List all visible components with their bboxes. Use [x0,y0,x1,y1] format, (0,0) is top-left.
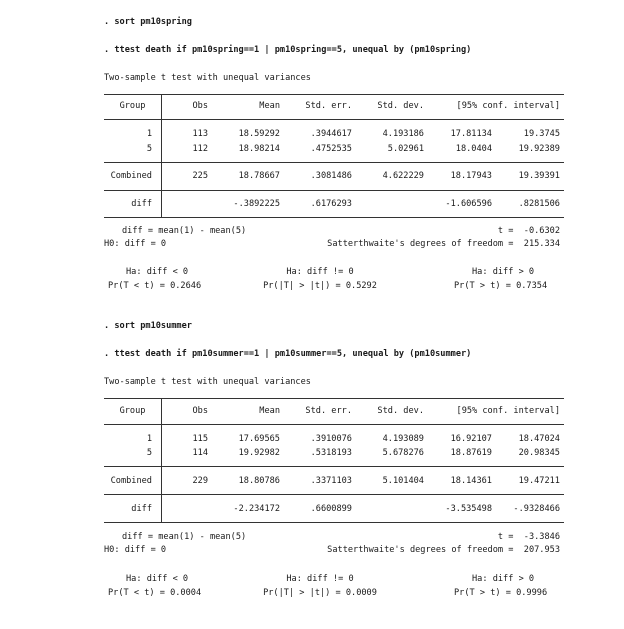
table-group-rule [104,162,564,163]
row-ci-high: 19.47211 [518,476,560,486]
row-std-dev: 5.678276 [382,448,424,458]
row-mean: 18.59292 [238,129,280,139]
row-ci-high: 19.92389 [518,144,560,154]
table-column-divider [161,398,162,523]
header-conf-interval: [95% conf. interval] [456,101,560,111]
row-ci-high: 19.39391 [518,171,560,181]
row-mean: -2.234172 [233,504,280,514]
alt-hypothesis-less: Ha: diff < 0 [126,267,189,277]
p-value-greater: Pr(T > t) = 0.9996 [454,588,548,598]
row-group: Combined [110,476,152,486]
p-value-less: Pr(T < t) = 0.2646 [108,281,202,291]
row-ci-high: 19.3745 [523,129,560,139]
row-obs: 225 [192,171,208,181]
row-group: diff [131,504,152,514]
row-ci-low: 17.81134 [450,129,492,139]
row-std-err: .6176293 [310,199,352,209]
row-mean: 18.78667 [238,171,280,181]
table-header-rule [104,424,564,425]
table-bottom-rule [104,522,564,523]
row-std-err: .3910076 [310,434,352,444]
p-value-two-sided: Pr(|T| > |t|) = 0.0009 [263,588,377,598]
row-ci-high: 18.47024 [518,434,560,444]
alt-hypothesis-less: Ha: diff < 0 [126,574,189,584]
row-std-dev: 5.02961 [387,144,424,154]
sort-command: . sort pm10summer [104,321,192,331]
row-ci-low: -3.535498 [445,504,492,514]
row-ci-low: 16.92107 [450,434,492,444]
row-std-err: .4752535 [310,144,352,154]
header-obs: Obs [192,101,208,111]
row-mean: 18.98214 [238,144,280,154]
header-mean: Mean [259,101,280,111]
header-std-dev: Std. dev. [377,406,424,416]
test-title: Two-sample t test with unequal variances [104,377,311,387]
row-mean: 18.80786 [238,476,280,486]
row-obs: 113 [192,129,208,139]
row-group: 5 [146,448,152,458]
t-statistic: t = -0.6302 [497,226,560,236]
row-std-dev: 4.193186 [382,129,424,139]
header-conf-interval: [95% conf. interval] [456,406,560,416]
alt-hypothesis-not-equal: Ha: diff != 0 [286,574,354,584]
ttest-command: . ttest death if pm10summer==1 | pm10summer==5, unequal by (pm10summer) [104,349,472,359]
row-ci-low: 18.0404 [455,144,492,154]
table-top-rule [104,398,564,399]
row-std-err: .6600899 [310,504,352,514]
row-mean: -.3892225 [233,199,280,209]
header-mean: Mean [259,406,280,416]
p-value-less: Pr(T < t) = 0.0004 [108,588,202,598]
alt-hypothesis-not-equal: Ha: diff != 0 [286,267,354,277]
row-ci-low: -1.606596 [445,199,492,209]
row-std-err: .5318193 [310,448,352,458]
header-obs: Obs [192,406,208,416]
table-top-rule [104,94,564,95]
header-std-err: Std. err. [305,406,352,416]
row-ci-low: 18.17943 [450,171,492,181]
row-group: 5 [146,144,152,154]
null-hypothesis: H0: diff = 0 [104,239,167,249]
diff-definition: diff = mean(1) - mean(5) [122,532,247,542]
table-combined-rule [104,190,564,191]
t-statistic: t = -3.3846 [497,532,560,542]
row-std-err: .3081486 [310,171,352,181]
row-ci-high: -.9328466 [513,504,560,514]
row-mean: 17.69565 [238,434,280,444]
header-group: Group [119,406,146,416]
degrees-of-freedom: Satterthwaite's degrees of freedom = 215.334 [327,239,560,249]
row-ci-low: 18.14361 [450,476,492,486]
row-std-err: .3371103 [310,476,352,486]
row-std-err: .3944617 [310,129,352,139]
table-group-rule [104,466,564,467]
null-hypothesis: H0: diff = 0 [104,545,167,555]
row-group: Combined [110,171,152,181]
alt-hypothesis-greater: Ha: diff > 0 [472,574,535,584]
row-std-dev: 5.101404 [382,476,424,486]
row-ci-high: .8281506 [518,199,560,209]
table-header-rule [104,119,564,120]
row-obs: 114 [192,448,208,458]
sort-command: . sort pm10spring [104,17,192,27]
table-combined-rule [104,494,564,495]
header-group: Group [119,101,146,111]
row-group: 1 [146,129,152,139]
row-ci-low: 18.87619 [450,448,492,458]
diff-definition: diff = mean(1) - mean(5) [122,226,247,236]
p-value-greater: Pr(T > t) = 0.7354 [454,281,548,291]
row-obs: 229 [192,476,208,486]
header-std-err: Std. err. [305,101,352,111]
row-obs: 112 [192,144,208,154]
row-group: diff [131,199,152,209]
row-ci-high: 20.98345 [518,448,560,458]
p-value-two-sided: Pr(|T| > |t|) = 0.5292 [263,281,377,291]
header-std-dev: Std. dev. [377,101,424,111]
table-column-divider [161,94,162,218]
row-std-dev: 4.193089 [382,434,424,444]
row-obs: 115 [192,434,208,444]
row-group: 1 [146,434,152,444]
alt-hypothesis-greater: Ha: diff > 0 [472,267,535,277]
degrees-of-freedom: Satterthwaite's degrees of freedom = 207.953 [327,545,560,555]
ttest-command: . ttest death if pm10spring==1 | pm10spring==5, unequal by (pm10spring) [104,45,472,55]
row-mean: 19.92982 [238,448,280,458]
test-title: Two-sample t test with unequal variances [104,73,311,83]
table-bottom-rule [104,217,564,218]
row-std-dev: 4.622229 [382,171,424,181]
